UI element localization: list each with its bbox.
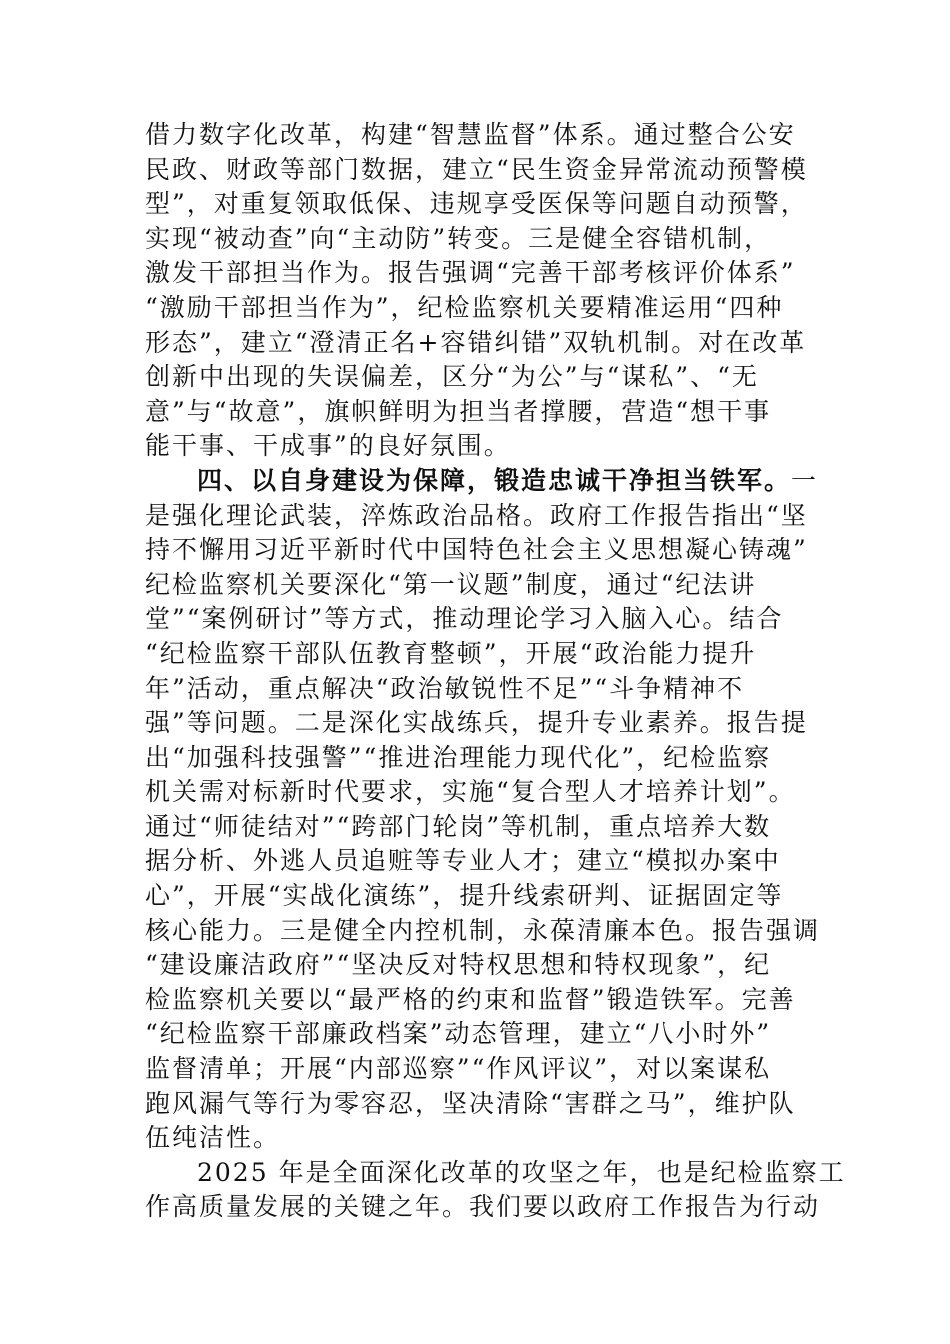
text-line: 借力数字化改革，构建“智慧监督”体系。通过整合公安 [145, 120, 796, 149]
text-line: 形态”，建立“澄清正名+容错纠错”双轨机制。对在改革 [145, 327, 807, 357]
text-line: 是强化理论武装，淬炼政治品格。政府工作报告指出“坚 [145, 500, 808, 530]
text-line: 机关需对标新时代要求，实施“复合型人才培养计划”。 [145, 777, 796, 807]
document-body [145, 118, 846, 1225]
paragraph-3-continuation [145, 118, 808, 464]
text-line: 跑风漏气等行为零容忍，坚决清除“害群之马”，维护队 [145, 1088, 796, 1118]
text-line: 强”等问题。二是深化实战练兵，提升专业素养。报告提 [145, 708, 808, 738]
text-line: 2025 年是全面深化改革的攻坚之年，也是纪检监察工 [197, 1157, 846, 1187]
text-line: 创新中出现的失误偏差，区分“为公”与“谋私”、“无 [145, 362, 759, 392]
text-line: 堂”“案例研讨”等方式，推动理论学习入脑入心。结合 [145, 604, 784, 634]
text-line: “建设廉洁政府”“坚决反对特权思想和特权现象”，纪 [145, 950, 772, 980]
text-line: 心”，开展“实战化演练”，提升线索研判、证据固定等 [145, 881, 784, 911]
text-line: 作高质量发展的关键之年。我们要以政府工作报告为行动 [145, 1192, 821, 1222]
text-line: 通过“师徒结对”“跨部门轮岗”等机制，重点培养大数 [145, 811, 772, 841]
text-line: 监督清单；开展“内部巡察”“作风评议”，对以案谋私 [145, 1054, 772, 1084]
text-line: 据分析、外逃人员追赃等专业人才；建立“模拟办案中 [145, 846, 781, 876]
section-4-first-line-tail: 一 [791, 465, 819, 495]
text-line: 型”，对重复领取低保、违规享受医保等问题自动预警， [145, 189, 808, 219]
text-line: 纪检监察机关要深化“第一议题”制度，通过“纪法讲 [145, 569, 757, 599]
text-line: 激发干部担当作为。报告强调“完善干部考核评价体系” [145, 258, 796, 288]
section-4-paragraph [145, 464, 821, 1156]
text-line: 年”活动，重点解决“政治敏锐性不足”“斗争精神不 [145, 673, 745, 703]
text-line: 意”与“故意”，旗帜鲜明为担当者撑腰，营造“想干事 [145, 396, 772, 426]
text-line: 实现“被动查”向“主动防”转变。三是健全容错机制， [145, 223, 772, 253]
text-line: “纪检监察干部廉政档案”动态管理，建立“八小时外” [145, 1019, 772, 1049]
section-4-first-line [145, 464, 819, 499]
text-line: 核心能力。三是健全内控机制，永葆清廉本色。报告强调 [145, 915, 821, 945]
text-line: 能干事、干成事”的良好氛围。 [145, 431, 511, 461]
text-line: 检监察机关要以“最严格的约束和监督”锻造铁军。完善 [145, 984, 796, 1014]
conclusion-paragraph [145, 1156, 846, 1225]
text-line: “激励干部担当作为”，纪检监察机关要精准运用“四种 [145, 292, 784, 322]
text-line: 持不懈用习近平新时代中国特色社会主义思想凝心铸魂” [145, 535, 808, 565]
text-line: 伍纯洁性。 [145, 1123, 281, 1153]
section-4-heading: 四、以自身建设为保障，锻造忠诚干净担当铁军。 [197, 465, 792, 495]
text-line: 民政、财政等部门数据，建立“民生资金异常流动预警模 [145, 154, 808, 184]
text-line: 出“加强科技强警”“推进治理能力现代化”，纪检监察 [145, 742, 772, 772]
text-line: “纪检监察干部队伍教育整顿”，开展“政治能力提升 [145, 638, 757, 668]
